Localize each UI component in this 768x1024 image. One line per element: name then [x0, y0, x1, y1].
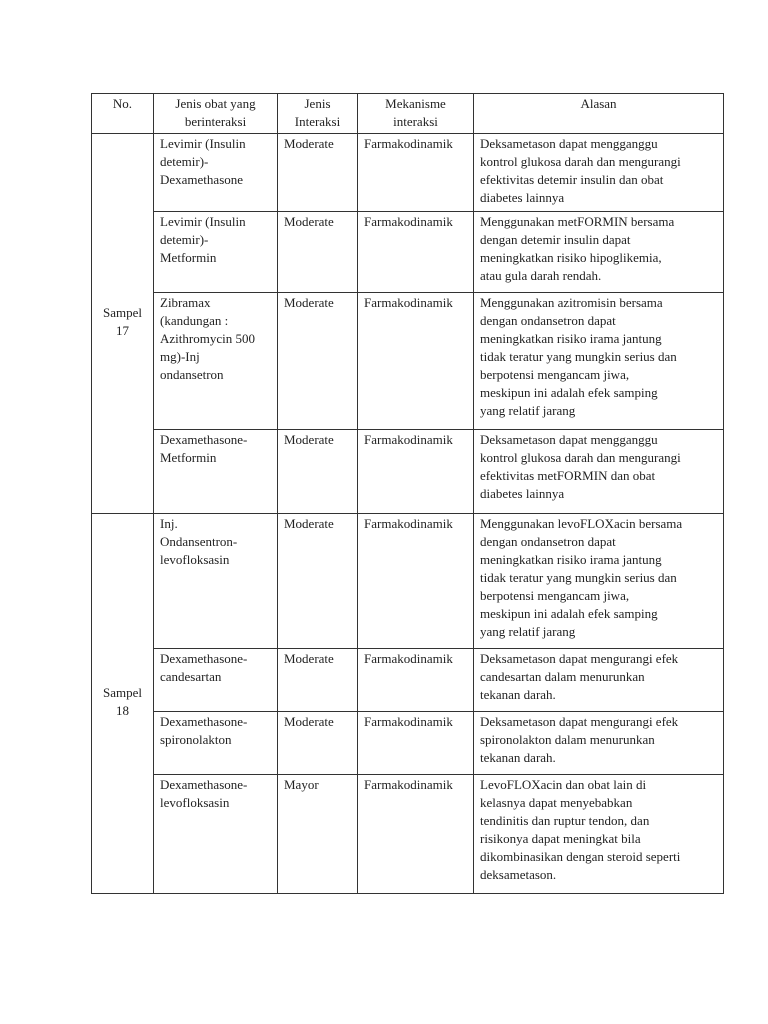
- header-reason: Alasan: [474, 94, 724, 134]
- table-row: [92, 775, 724, 894]
- drug-pair-cell: Levimir (Insulin detemir)- Dexamethasone: [154, 134, 278, 212]
- table-row: [92, 514, 724, 649]
- drug-interaction-table: [91, 93, 724, 894]
- drug-pair-cell: Levimir (Insulin detemir)- Metformin: [154, 212, 278, 293]
- interaction-type-cell: Moderate: [278, 293, 358, 430]
- reason-cell: Deksametason dapat mengurangi efek candesartan dalam menurunkan tekanan darah.: [474, 649, 724, 712]
- interaction-type-cell: Moderate: [278, 649, 358, 712]
- interaction-type-cell: Moderate: [278, 712, 358, 775]
- reason-cell: Deksametason dapat mengurangi efek spironolakton dalam menurunkan tekanan darah.: [474, 712, 724, 775]
- header-no: No.: [92, 94, 154, 134]
- table-row: [92, 712, 724, 775]
- interaction-type-cell: Moderate: [278, 514, 358, 649]
- interaction-type-cell: Moderate: [278, 134, 358, 212]
- reason-cell: LevoFLOXacin dan obat lain di kelasnya dapat menyebabkan tendinitis dan ruptur tendon, dan risikonya dapat meningkat bila dikombinasikan dengan steroid seperti deksametason.: [474, 775, 724, 894]
- sample-label: Sampel 18: [92, 514, 154, 894]
- mechanism-cell: Farmakodinamik: [358, 134, 474, 212]
- header-drugs: Jenis obat yang berinteraksi: [154, 94, 278, 134]
- drug-pair-cell: Dexamethasone- spironolakton: [154, 712, 278, 775]
- mechanism-cell: Farmakodinamik: [358, 775, 474, 894]
- drug-pair-cell: Dexamethasone- levofloksasin: [154, 775, 278, 894]
- interaction-type-cell: Moderate: [278, 430, 358, 514]
- drug-pair-cell: Dexamethasone- candesartan: [154, 649, 278, 712]
- reason-cell: Menggunakan metFORMIN bersama dengan detemir insulin dapat meningkatkan risiko hipoglikemia, atau gula darah rendah.: [474, 212, 724, 293]
- reason-cell: Menggunakan levoFLOXacin bersama dengan ondansetron dapat meningkatkan risiko irama jantung tidak teratur yang mungkin serius dan berpotensi mengancam jiwa, meskipun ini adalah efek samping yang relatif jarang: [474, 514, 724, 649]
- table-row: [92, 430, 724, 514]
- reason-cell: Menggunakan azitromisin bersama dengan ondansetron dapat meningkatkan risiko irama jantung tidak teratur yang mungkin serius dan berpotensi mengancam jiwa, meskipun ini adalah efek samping yang relatif jarang: [474, 293, 724, 430]
- table-row: [92, 212, 724, 293]
- drug-pair-cell: Zibramax (kandungan : Azithromycin 500 mg)-Inj ondansetron: [154, 293, 278, 430]
- drug-pair-cell: Inj. Ondansentron- levofloksasin: [154, 514, 278, 649]
- drug-pair-cell: Dexamethasone- Metformin: [154, 430, 278, 514]
- sample-label: Sampel 17: [92, 134, 154, 514]
- table-row: [92, 134, 724, 212]
- mechanism-cell: Farmakodinamik: [358, 293, 474, 430]
- mechanism-cell: Farmakodinamik: [358, 649, 474, 712]
- mechanism-cell: Farmakodinamik: [358, 212, 474, 293]
- reason-cell: Deksametason dapat mengganggu kontrol glukosa darah dan mengurangi efektivitas metFORMIN dan obat diabetes lainnya: [474, 430, 724, 514]
- interaction-type-cell: Mayor: [278, 775, 358, 894]
- table-header-row: [92, 94, 724, 134]
- reason-cell: Deksametason dapat mengganggu kontrol glukosa darah dan mengurangi efektivitas detemir insulin dan obat diabetes lainnya: [474, 134, 724, 212]
- mechanism-cell: Farmakodinamik: [358, 712, 474, 775]
- header-interaction-type: Jenis Interaksi: [278, 94, 358, 134]
- interaction-type-cell: Moderate: [278, 212, 358, 293]
- header-mechanism: Mekanisme interaksi: [358, 94, 474, 134]
- table-row: [92, 293, 724, 430]
- mechanism-cell: Farmakodinamik: [358, 514, 474, 649]
- mechanism-cell: Farmakodinamik: [358, 430, 474, 514]
- table-row: [92, 649, 724, 712]
